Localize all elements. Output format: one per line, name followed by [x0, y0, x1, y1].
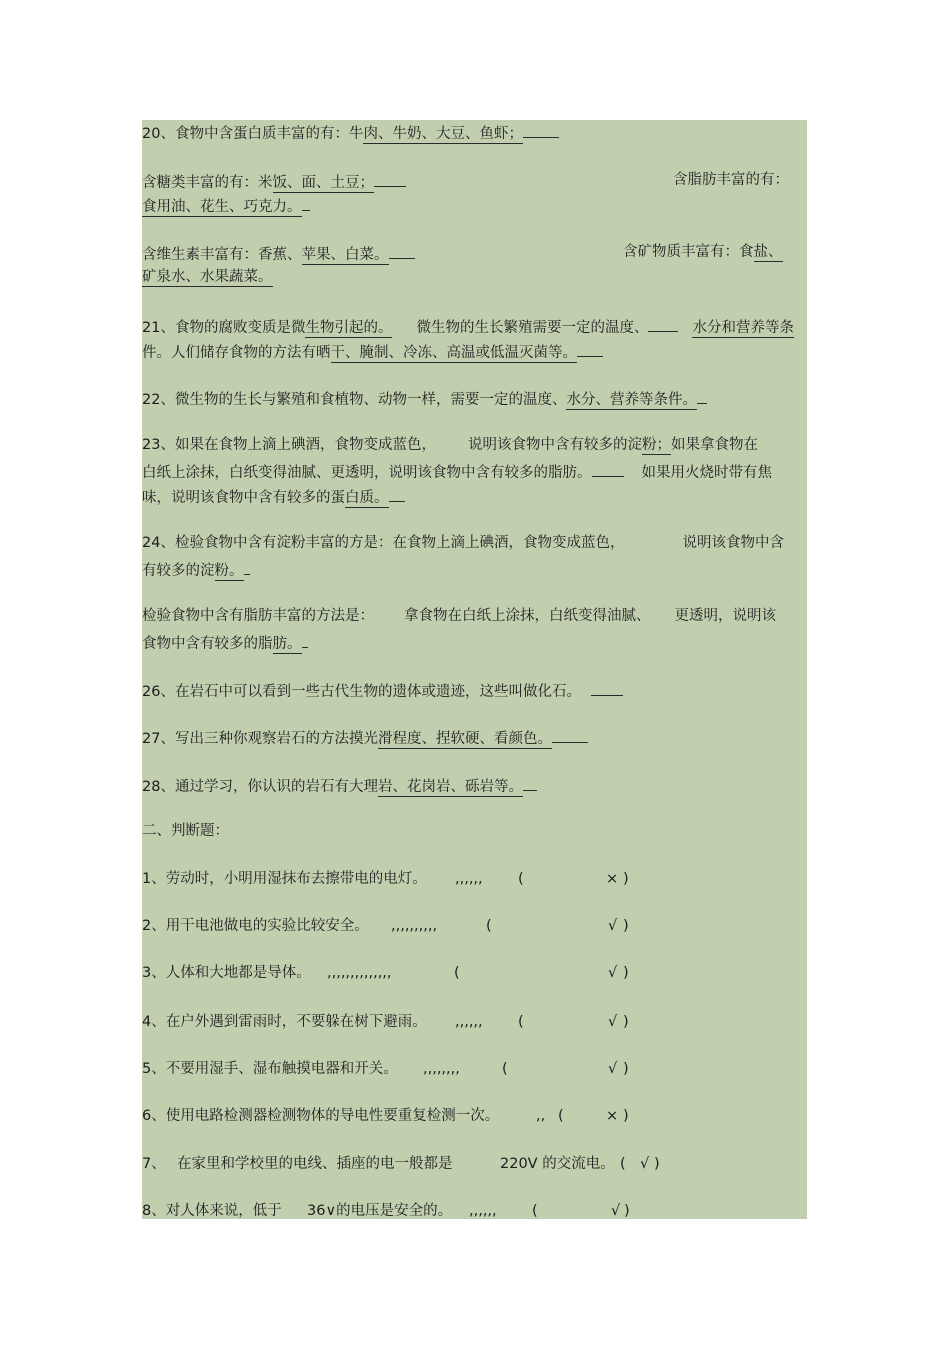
text: 含矿物质丰富有：食 — [623, 244, 754, 260]
text: 28、通过学习，你认识的岩石有大理 — [142, 779, 378, 795]
q21-line1 — [142, 316, 794, 337]
paren-close: ) — [623, 871, 629, 887]
judgment-item — [142, 964, 311, 982]
text: 如果拿食物在 — [670, 437, 758, 453]
q24-line1 — [142, 534, 784, 552]
text: 20、食物中含蛋白质丰富的有：牛 — [142, 126, 364, 142]
q24-line4 — [142, 632, 308, 653]
q26 — [142, 680, 623, 701]
answer: 高温或 — [446, 345, 490, 361]
dots: ,,,,,, — [455, 1014, 483, 1030]
blank-line — [577, 341, 603, 357]
blank-line — [523, 122, 559, 138]
answer: 等条件。 — [638, 392, 697, 408]
blank-line — [592, 461, 624, 477]
answer: 滑程度、 — [377, 731, 436, 747]
answer: 干、 — [330, 345, 360, 361]
answer: 粉； — [641, 437, 671, 453]
q20-fat-label: 含脂肪丰富的有： — [673, 172, 789, 188]
dots: ,,,,,,,, — [423, 1061, 460, 1077]
blank-line — [523, 775, 537, 791]
judgment-item — [142, 1155, 166, 1173]
answer: 巧克力。 — [243, 199, 302, 215]
paren-close: ) — [623, 1014, 629, 1030]
answer: 大豆、 — [435, 126, 480, 142]
text: 5、不要用湿手、湿布触摸电器和开关。 — [142, 1061, 398, 1077]
text: 在家里和学校里的电线、插座的电一般都是 — [177, 1156, 453, 1172]
judgment-item — [142, 1107, 499, 1125]
answer: 营养等条 — [735, 320, 794, 336]
answer: 白菜。 — [345, 247, 389, 263]
q20-line1 — [142, 122, 559, 143]
q24-line3 — [142, 607, 776, 625]
paren-open: ( — [486, 918, 492, 934]
answer: 饭、 — [272, 175, 302, 191]
text: 件。人们储存食物的方法有晒 — [142, 345, 331, 361]
answer: 粉。 — [214, 563, 244, 579]
paren-open: ( — [518, 871, 524, 887]
blank-line — [244, 559, 250, 575]
paren-close: ) — [623, 965, 629, 981]
answer: 花生、 — [200, 199, 244, 215]
dots: ,,,,,, — [469, 1203, 497, 1219]
text: 36∨的电压是安全的。 — [307, 1203, 453, 1219]
text: 检验食物中含有脂肪丰富的方法是： — [142, 608, 374, 624]
answer: 肪。 — [272, 636, 302, 652]
paren-close: ) — [654, 1156, 660, 1172]
text: 有较多的淀 — [142, 563, 215, 579]
text: 说明该食物中含有较多的淀 — [467, 437, 642, 453]
paren-open: ( — [620, 1156, 626, 1172]
judgment-item — [142, 1060, 398, 1078]
text: 4、在户外遇到雷雨时，不要躲在树下避雨。 — [142, 1014, 427, 1030]
answer: 腌制、 — [359, 345, 403, 361]
text: 含维生素丰富有：香蕉、 — [142, 247, 302, 263]
q20-mineral — [623, 243, 783, 261]
answer: 生物引起的。 — [305, 320, 393, 336]
answer: 等。 — [493, 779, 523, 795]
answer: 苹果、 — [301, 247, 345, 263]
q22 — [142, 388, 707, 409]
blank-line — [374, 171, 406, 187]
text: 2、用干电池做电的实验比较安全。 — [142, 918, 369, 934]
blank-line — [697, 388, 707, 404]
answer: 鱼虾； — [479, 126, 523, 142]
paren-open: ( — [532, 1203, 538, 1219]
blank-line — [552, 727, 588, 743]
judgment-item — [142, 1013, 427, 1031]
text: 27、写出三种你观察岩石的方法摸光 — [142, 731, 378, 747]
answer-mark: √ — [608, 1014, 618, 1030]
q20-line4 — [142, 243, 415, 264]
blank-line — [302, 632, 308, 648]
answer: 色。 — [522, 731, 552, 747]
answer: 肉、 — [363, 126, 393, 142]
q20-line5 — [142, 268, 273, 286]
text: 22、微生物的生长与繁殖和食植物、动物一样，需要一定的温度、 — [142, 392, 567, 408]
answer: 看颜 — [493, 731, 523, 747]
dots: ,,,,,,,,,, — [391, 918, 438, 934]
q28 — [142, 775, 537, 796]
answer: 岩、 — [435, 779, 465, 795]
blank-line — [591, 680, 623, 696]
q23-line1 — [142, 436, 758, 454]
answer: 冷冻、 — [403, 345, 447, 361]
text: 拿食物在白纸上涂抹，白纸变得油腻、 — [404, 608, 651, 624]
answer: 白质。 — [345, 490, 389, 506]
q24-line2 — [142, 559, 250, 580]
answer: 水分和 — [692, 320, 736, 336]
dots: ,,,,,,,,,,,,,, — [327, 965, 392, 981]
blank-line — [389, 243, 415, 259]
section-heading: 二、判断题： — [142, 823, 229, 839]
answer: 低温灭菌等。 — [490, 345, 577, 361]
blank-line — [389, 486, 405, 502]
text: 220V 的交流电。 — [500, 1156, 615, 1172]
answer-mark: √ — [608, 1061, 618, 1077]
answer-mark: √ — [608, 965, 618, 981]
text: 白纸上涂抹，白纸变得油腻、更透明，说明该食物中含有较多的脂肪。 — [142, 465, 592, 481]
dots: ,,,,,, — [455, 871, 483, 887]
paren-open: ( — [558, 1108, 564, 1124]
judgment-item — [142, 917, 369, 935]
answer: 面、 — [301, 175, 331, 191]
text: 26、在岩石中可以看到一些古代生物的遗体或遗迹，这些叫做化石。 — [142, 684, 581, 700]
paren-close: ) — [623, 1108, 629, 1124]
answer: 食用油、 — [142, 199, 200, 215]
paren-open: ( — [502, 1061, 508, 1077]
dots: ,, — [536, 1108, 546, 1124]
text: 3、人体和大地都是导体。 — [142, 965, 311, 981]
answer: 捏软 — [435, 731, 465, 747]
text: 21、食物的腐败变质是微 — [142, 320, 306, 336]
blank-line — [302, 195, 310, 211]
answer: 盐、 — [753, 244, 783, 260]
text: 含糖类丰富的有：米 — [142, 175, 273, 191]
text: 味，说明该食物中含有较多的蛋 — [142, 490, 345, 506]
answer: 硬、 — [464, 731, 494, 747]
answer: 水果蔬菜。 — [200, 269, 273, 285]
text: 说明该食物中含 — [682, 535, 784, 551]
paren-open: ( — [454, 965, 460, 981]
judgment-item — [142, 1202, 282, 1220]
answer: 矿泉水、 — [142, 269, 200, 285]
text: 8、对人体来说，低于 — [142, 1203, 282, 1219]
text: 7、 — [142, 1156, 166, 1172]
answer: 水分、 — [566, 392, 610, 408]
q23-line2 — [142, 461, 772, 482]
text: 食物中含有较多的脂 — [142, 636, 273, 652]
text: 更透明，说明该 — [674, 608, 776, 624]
answer-mark: √ — [608, 918, 618, 934]
answer: 砾岩 — [464, 779, 494, 795]
paren-open: ( — [518, 1014, 524, 1030]
paren-close: ) — [623, 918, 629, 934]
text: 如果用火烧时带有焦 — [641, 465, 772, 481]
paren-close: ) — [623, 1061, 629, 1077]
q20-line3 — [142, 195, 310, 216]
text: 23、如果在食物上滴上碘酒，食物变成蓝色， — [142, 437, 436, 453]
answer-mark: √ — [611, 1203, 621, 1219]
answer: 花岗 — [406, 779, 436, 795]
blank-line — [648, 316, 678, 332]
paren-close: ) — [624, 1203, 630, 1219]
q21-line2 — [142, 341, 603, 362]
answer: 牛奶、 — [392, 126, 436, 142]
q23-line3 — [142, 486, 405, 507]
text: 24、检验食物中含有淀粉丰富的方是：在食物上滴上碘酒，食物变成蓝色， — [142, 535, 625, 551]
answer: 岩、 — [377, 779, 407, 795]
text: 微生物的生长繁殖需要一定的温度、 — [416, 320, 649, 336]
answer-mark: √ — [640, 1156, 650, 1172]
answer-mark: × — [606, 1108, 619, 1124]
answer-mark: × — [606, 871, 619, 887]
answer: 土豆； — [330, 175, 374, 191]
text: 1、劳动时，小明用湿抹布去擦带电的电灯。 — [142, 871, 427, 887]
text: 6、使用电路检测器检测物体的导电性要重复检测一次。 — [142, 1108, 500, 1124]
judgment-item — [142, 870, 427, 888]
answer: 营养 — [609, 392, 639, 408]
q20-line2 — [142, 171, 406, 192]
q27 — [142, 727, 588, 748]
